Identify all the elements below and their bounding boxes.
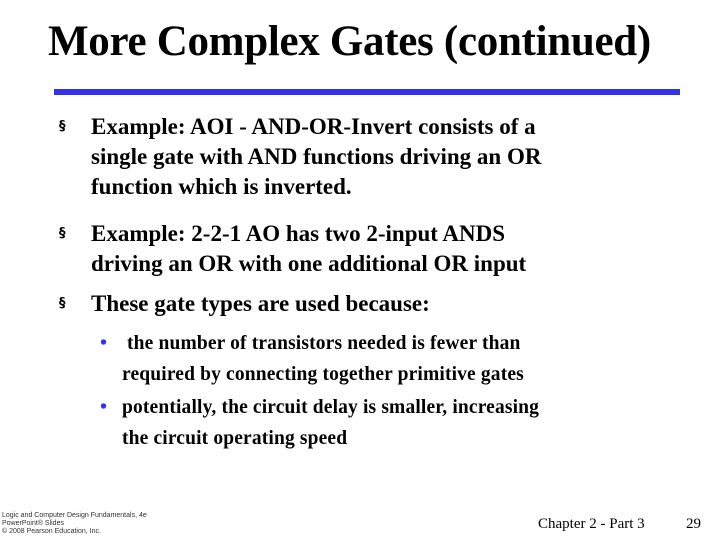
square-bullet-icon: §	[59, 226, 66, 241]
footer-book-credit	[2, 512, 202, 536]
square-bullet-icon: §	[59, 296, 66, 311]
bullet-line: driving an OR with one additional OR input	[91, 251, 527, 276]
bullet-text	[91, 219, 681, 279]
bullet-line: single gate with AND functions driving an OR	[91, 144, 542, 169]
dot-bullet-icon: •	[100, 332, 108, 354]
dot-bullet-icon: •	[100, 396, 108, 418]
sub-bullet-text	[122, 392, 662, 454]
footer-chapter: Chapter 2 - Part 3	[538, 516, 645, 532]
bullet-text	[91, 289, 681, 319]
bullet-line: Example: 2-2-1 AO has two 2-input ANDS	[91, 221, 506, 246]
bullet-line: Example: AOI - AND-OR-Invert consists of a	[91, 114, 536, 139]
square-bullet-icon: §	[59, 119, 66, 134]
bullet-line: function which is inverted.	[91, 174, 352, 199]
sub-bullet-line: required by connecting together primitive gates	[122, 364, 524, 385]
footer-book-line: PowerPoint® Slides	[2, 520, 64, 527]
sub-bullet-line: the circuit operating speed	[122, 428, 348, 449]
footer-book-line: Logic and Computer Design Fundamentals, 4e	[2, 512, 147, 519]
page-number: 29	[686, 516, 701, 532]
bullet-line: These gate types are used because:	[91, 291, 430, 316]
sub-bullet-line: the number of transistors needed is fewer than	[122, 333, 521, 354]
sub-bullet-line: potentially, the circuit delay is smaller, increasing	[122, 397, 540, 418]
sub-bullet-text	[122, 328, 662, 390]
bullet-text	[91, 112, 681, 202]
slide-title: More Complex Gates (continued)	[48, 18, 651, 65]
footer-book-line: © 2008 Pearson Education, Inc.	[2, 528, 101, 535]
